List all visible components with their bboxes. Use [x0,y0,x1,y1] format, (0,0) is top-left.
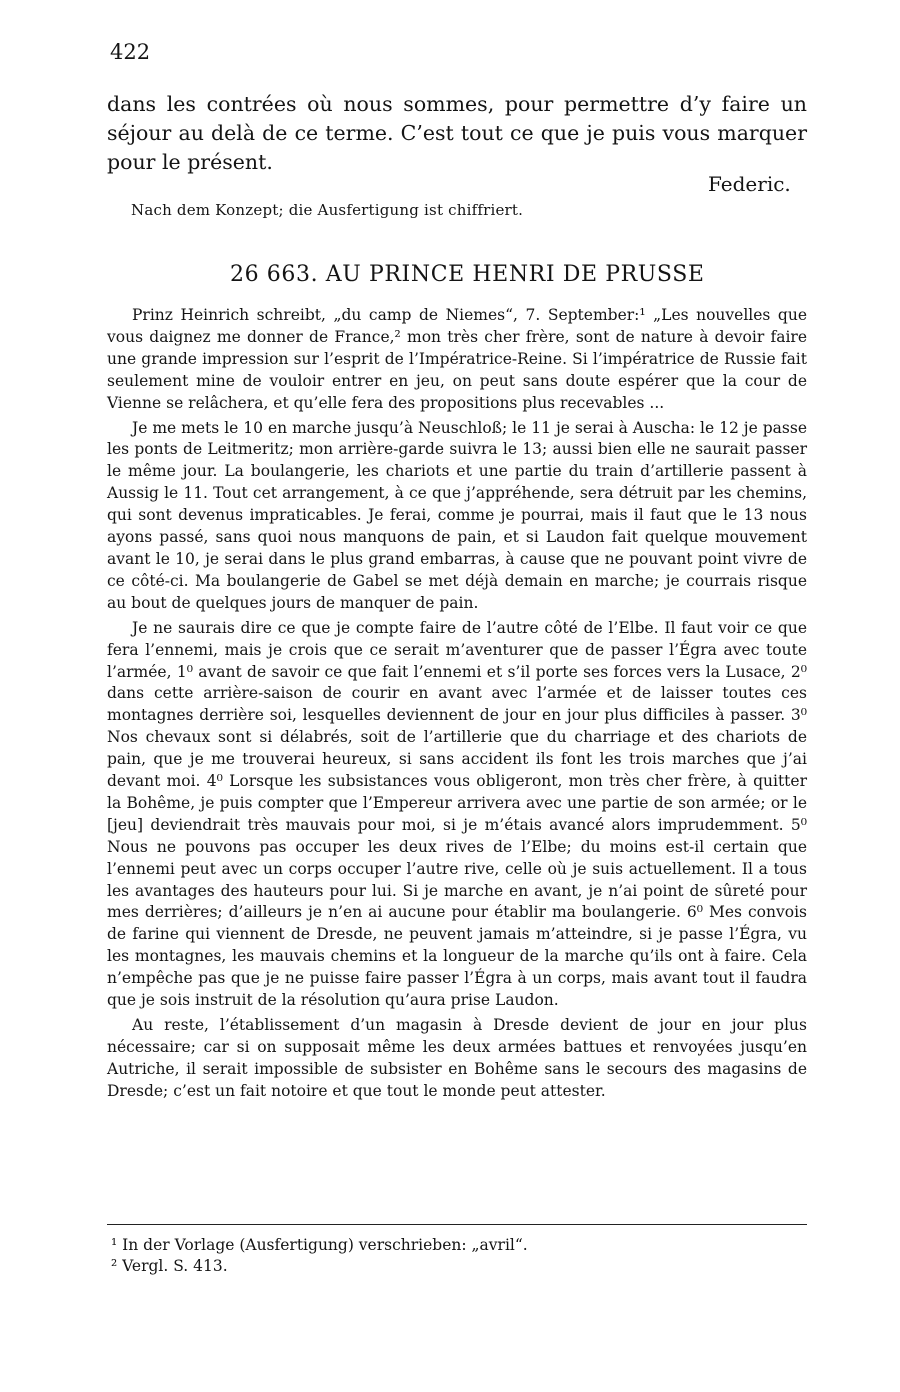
footnote-2: ² Vergl. S. 413. [111,1257,228,1275]
footnotes [111,1235,801,1277]
paragraph-3: Je ne saurais dire ce que je compte faire de l’autre côté de l’Elbe. Il faut voir ce que fera l’ennemi, mais je crois que ce serait m’aventurer que de passer l’Égra avec toute l’armée, 1⁰ avant de savoir ce que fait l’ennemi et s’il porte ses forces vers la Lusace, 2⁰ dans cette arrière-saison de courir en avant avec l’armée et de laisser toutes ces montagnes derrière soi, lesquelles deviennent de jour en jour plus difficiles à passer. 3⁰ Nos chevaux sont si délabrés, soit de l’artillerie que du charriage et des chariots de pain, que je me trouverai heureux, si sans accident ils font les trois marches que j’ai devant moi. 4⁰ Lorsque les subsistances vous obligeront, mon très cher frère, à quitter la Bohême, je puis compter que l’Empereur arrivera avec une partie de son armée; or le [jeu] deviendrait très mauvais pour moi, si je m’étais avancé alors imprudemment. 5⁰ Nous ne pouvons pas occuper les deux rives de l’Elbe; du moins est-il certain que l’ennemi peut avec un corps occuper l’autre rive, celle où je suis actuellement. Il a tous les avantages des hauteurs pour lui. Si je marche en avant, je n’ai point de sûreté pour mes derrières; d’ailleurs je n’en ai aucune pour établir ma boulangerie. 6⁰ Mes convois de farine qui viennent de Dresde, ne peuvent jamais m’atteindre, si je passe l’Égra, vu les montagnes, les mauvais chemins et la longueur de la marche qu’ils ont à faire. Cela n’empêche pas que je ne puisse faire passer l’Égra à un corps, mais avant tout il faudra que je sois instruit de la résolution qu’aura prise Laudon. [107,618,807,1010]
paragraph-2: Je me mets le 10 en marche jusqu’à Neuschloß; le 11 je serai à Auscha: le 12 je passe les ponts de Leitmeritz; mon arrière-garde suivra le 13; aussi bien elle ne saurait passer le même jour. La boulangerie, les chariots et une partie du train d’artillerie passent à Aussig le 11. Tout cet arrangement, à ce que j’appréhende, sera détruit par les chemins, qui sont devenus impraticables. Je ferai, comme je pourrai, mais il faut que le 13 nous ayons passé, sans quoi nous manquons de pain, et si Laudon fait quelque mouvement avant le 10, je serai dans le plus grand embarras, à cause que ne pouvant point vivre de ce côté-ci. Ma boulangerie de Gabel se met déjà demain en marche; je courrais risque au bout de quelques jours de manquer de pain. [107,418,807,612]
letter-body [107,305,807,1106]
previous-letter-closing: dans les contrées où nous sommes, pour permettre d’y faire un séjour au delà de ce terme. C’est tout ce que je puis vous marquer pour le présent. [107,92,807,174]
signature: Federic. [708,172,791,196]
footnote-divider [107,1224,807,1225]
page-number: 422 [110,40,151,64]
letter-heading: 26 663. AU PRINCE HENRI DE PRUSSE [230,262,705,287]
paragraph-1: Prinz Heinrich schreibt, „du camp de Niemes“, 7. September:¹ „Les nouvelles que vous daignez me donner de France,² mon très cher frère, sont de nature à devoir faire une grande impression sur l’esprit de l’Impératrice-Reine. Si l’impératrice de Russie fait seulement mine de vouloir entrer en jeu, on peut sans doute espérer que la cour de Vienne se relâchera, et qu’elle fera des propositions plus recevables ... [107,306,807,412]
footnote-1: ¹ In der Vorlage (Ausfertigung) verschrieben: „avril“. [111,1236,528,1254]
source-note: Nach dem Konzept; die Ausfertigung ist chiffriert. [131,201,524,219]
paragraph-4: Au reste, l’établissement d’un magasin à Dresde devient de jour en jour plus nécessaire; car si on supposait même les deux armées battues et renvoyées jusqu’en Autriche, il serait impossible de subsister en Bohême sans le secours des magasins de Dresde; c’est un fait notoire et que tout le monde peut attester. [107,1016,807,1100]
